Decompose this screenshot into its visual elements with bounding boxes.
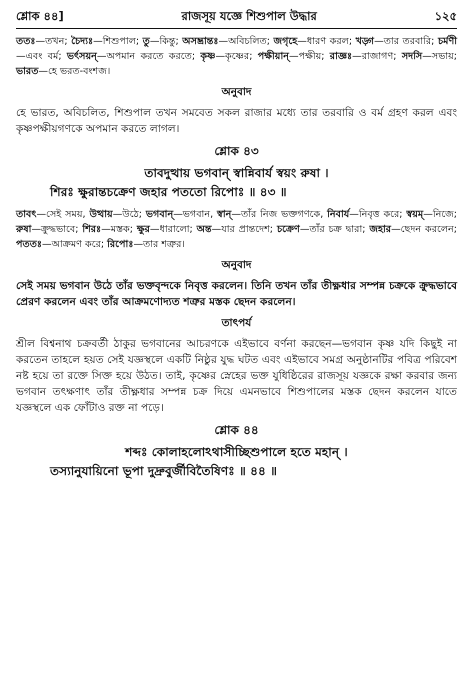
- word-meaning: —সভায়;: [422, 51, 458, 62]
- sanskrit-word: অন্ত: [196, 224, 212, 235]
- word-meanings-42: [16, 34, 457, 79]
- sanskrit-word: খড়্গ: [355, 36, 375, 47]
- word-meaning: —রাজাগণ;: [352, 51, 402, 62]
- sanskrit-word: নিবার্য: [327, 209, 350, 220]
- translation-42: হে ভারত, অবিচলিত, শিশুপাল তখন সমবেত সকল রাজার মধ্যে তার তরবারি ও বর্ম গ্রহণ করল এবং কৃষ্ণপক্ষীয়গণকে অপমান করতে লাগল।: [16, 107, 457, 135]
- word-meaning: —হে ভরত-বংশজ।: [38, 66, 111, 77]
- sanskrit-word: জহার: [369, 224, 392, 235]
- sanskrit-word: রুষা: [16, 224, 32, 235]
- verse-heading-44: শ্লোক ৪৪: [214, 423, 259, 437]
- header-rule: [16, 28, 457, 29]
- word-meaning: —আক্রমণ করে;: [42, 239, 108, 250]
- word-meaning: —যার প্রান্তদেশ;: [211, 224, 277, 235]
- sanskrit-word: কৃষ্ণ: [200, 51, 216, 62]
- sanskrit-word: শিরঃ: [82, 224, 102, 235]
- verse-44-line-2: তস্যানুযায়িনো ভূপা দুদ্রুবুর্জীবিতৈষিণঃ ॥ ৪৪ ॥: [50, 464, 278, 478]
- word-meaning: —পক্ষীয়;: [288, 51, 330, 62]
- word-meaning: —অপমান করতে করতে;: [96, 51, 201, 62]
- verse-heading-43: শ্লোক ৪৩: [214, 144, 259, 158]
- word-meaning: —উঠে;: [112, 209, 146, 220]
- word-meaning: —ছেদন করলেন;: [391, 224, 457, 235]
- sanskrit-word: চক্রেণ: [276, 224, 300, 235]
- word-meaning: —তাঁর চক্র দ্বারা;: [299, 224, 370, 235]
- sanskrit-word: চৈদ্যঃ: [71, 36, 94, 47]
- translation-43: সেই সময় ভগবান উঠে তাঁর ভক্তবৃন্দকে নিবৃত্ত করলেন। তিনি তখন তাঁর তীক্ষ্ণধার সম্পন্ন চক্রকে ক্রুদ্ধভাবে প্রেরণ করলেন এবং তাঁর আক্রমণোদ্যত শত্রুর মস্তক ছেদন করলেন।: [16, 280, 457, 308]
- sanskrit-word: রিপোঃ: [107, 239, 134, 250]
- word-meaning: —কিন্তু;: [149, 36, 183, 47]
- word-meaning: —সেই সময়,: [36, 209, 90, 220]
- header-chapter-title: রাজসূয় যজ্ঞে শিশুপাল উদ্ধার: [181, 9, 317, 23]
- translation-label-43: অনুবাদ: [221, 259, 252, 271]
- page-number: ১২৫: [434, 9, 457, 23]
- verse-43-line-2: শিরঃ ক্ষুরান্তচক্রেণ জহার পততো রিপোঃ ॥ ৪৩ ॥: [50, 185, 287, 199]
- purport-label-43: তাৎপর্য: [221, 317, 252, 329]
- word-meaning: —মস্তক;: [101, 224, 137, 235]
- sanskrit-word: স্বয়ম্: [406, 209, 424, 220]
- sanskrit-word: তাবৎ: [16, 209, 37, 220]
- sanskrit-word: সদসি: [401, 51, 423, 62]
- sanskrit-word: ক্ষুর: [136, 224, 150, 235]
- sanskrit-word: পক্ষীয়ান্: [257, 51, 289, 62]
- word-meaning: —তার তরবারি;: [374, 36, 438, 47]
- sanskrit-word: ভগবান্: [145, 209, 174, 220]
- sanskrit-word: চর্মণী: [437, 36, 457, 47]
- verse-43: [16, 164, 457, 202]
- sanskrit-word: জগৃহে: [273, 36, 298, 47]
- sanskrit-word: ভর্ৎসয়ন্: [66, 51, 97, 62]
- word-meaning: —শিশুপাল;: [93, 36, 143, 47]
- sanskrit-word: পততঃ: [16, 239, 43, 250]
- word-meanings-43: [16, 207, 457, 252]
- running-header: [16, 8, 457, 26]
- word-meaning: —নিজে;: [423, 209, 457, 220]
- header-sloka-number: শ্লোক ৪৪]: [16, 9, 64, 23]
- verse-43-line-1: তাবদুত্থায় ভগবান্ স্বান্নিবার্য স্বয়ং রুষা ।: [144, 166, 329, 180]
- sanskrit-word: স্বান্: [217, 209, 232, 220]
- purport-43: শ্রীল বিশ্বনাথ চক্রবর্তী ঠাকুর ভগবানের আচরণকে এইভাবে বর্ণনা করছেন—ভগবান কৃষ্ণ যদি কিছুই না করতেন তাহলে হয়ত সেই যজ্ঞস্থলে একটি নিষ্ঠুর যুদ্ধ ঘটত এবং এইভাবে সমগ্র অনুষ্ঠানটির পবিত্র পরিবেশ নষ্ট হয়ে তা রক্তে সিক্ত হয়ে উঠত। তাই, কৃষ্ণের স্নেহের ভক্ত যুধিষ্ঠিরের রাজসূয় যজ্ঞকে রক্ষা করবার জন্য ভগবান তৎক্ষণাৎ তাঁর তীক্ষ্ণধার সম্পন্ন চক্র দিয়ে এমনভাবে শিশুপালের মস্তক ছেদন করলেন যাতে যজ্ঞস্থলে এক ফোঁটাও রক্ত না পড়ে।: [16, 338, 457, 414]
- sanskrit-word: ততঃ: [16, 36, 36, 47]
- word-meaning: —নিবৃত্ত করে;: [349, 209, 407, 220]
- word-meaning: —তাঁর নিজ ভক্তগণকে,: [231, 209, 328, 220]
- word-meaning: —এবং বর্ম;: [16, 51, 67, 62]
- sanskrit-word: রাজ্ঞঃ: [329, 51, 353, 62]
- word-meaning: —ক্রুদ্ধভাবে;: [31, 224, 83, 235]
- sanskrit-word: তু: [142, 36, 150, 47]
- word-meaning: —তার শত্রুর।: [133, 239, 185, 250]
- word-meaning: —তখন;: [35, 36, 72, 47]
- verse-44: [16, 443, 457, 481]
- translation-label-42: অনুবাদ: [221, 86, 252, 98]
- sanskrit-word: অসম্ভ্রান্তঃ: [182, 36, 219, 47]
- word-meaning: —ভগবান,: [173, 209, 218, 220]
- verse-44-line-1: শব্দঃ কোলাহলোঽথাসীচ্ছিশুপালে হতে মহান্ ।: [125, 445, 348, 459]
- word-meaning: —কৃষ্ণের;: [215, 51, 258, 62]
- word-meaning: —ধারালো;: [149, 224, 197, 235]
- word-meaning: —অবিচলিত;: [218, 36, 274, 47]
- word-meaning: —ধারণ করল;: [297, 36, 356, 47]
- sanskrit-word: ভারত: [16, 66, 39, 77]
- sanskrit-word: উত্থায়: [89, 209, 113, 220]
